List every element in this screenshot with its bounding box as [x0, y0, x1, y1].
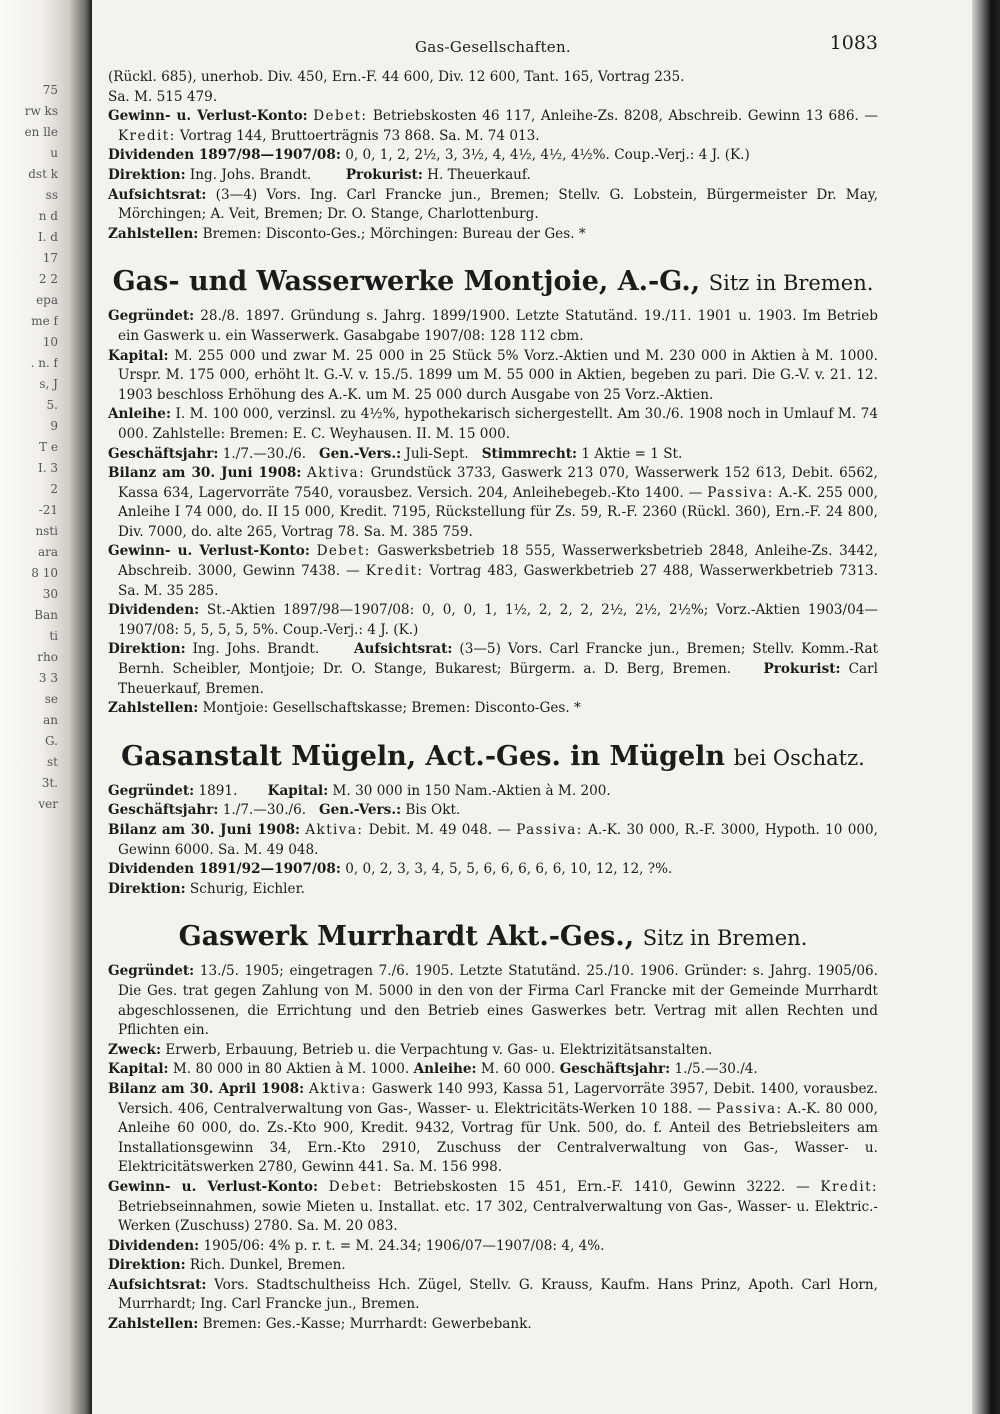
div-text: 0, 0, 2, 3, 3, 4, 5, 5, 6, 6, 6, 6, 6, 10, 12, 12, ?%. — [345, 861, 673, 878]
anleihe-label: Anleihe: — [413, 1061, 477, 1078]
bilanz — [108, 464, 878, 542]
entry-muegeln — [108, 741, 878, 900]
debet-word: Debet: — [313, 108, 368, 125]
aufs-text: Vors. Stadtschultheiss Hch. Zügel, Stellv. G. Krauss, Kaufm. Hans Prinz, Apoth. Carl Horn, Murrhardt; Ing. Carl Francke jun., Bremen. — [118, 1276, 878, 1313]
left-fragment: 10 — [42, 335, 58, 349]
kredit-word: Kredit: — [118, 127, 176, 144]
left-fragment: dst k — [28, 167, 58, 181]
anleihe — [108, 405, 878, 444]
left-fragment: u — [50, 146, 58, 160]
kapital-text: M. 255 000 und zwar M. 25 000 in 25 Stück 5% Vorz.-Aktien und M. 230 000 in Aktien à M. 1000. Urspr. M. 175 000, erhöht lt. G.-V. v. 15./5. 1899 um M. 55 000 in Aktien, begeben zu pari. Die G.-V. v. 21. 12. 1903 beschloss Erhöhung des A.-K. um M. 25 000 durch Ausgabe von 25 Vorz.-Aktien. — [118, 347, 878, 403]
div-label: Dividenden 1891/92—1907/08: — [108, 861, 341, 878]
prev-guv — [108, 107, 878, 146]
prok-text: Carl Theuerkauf, Bremen. — [118, 661, 878, 697]
left-fragment: 8 10 — [31, 566, 58, 580]
guv-label: Gewinn- u. Verlust-Konto: — [108, 108, 308, 125]
dir-label: Direktion: — [108, 880, 186, 897]
div-text: 0, 0, 1, 2, 2½, 3, 3½, 4, 4½, 4½, 4½%. Coup.-Verj.: 4 J. (K.) — [345, 147, 750, 164]
prev-zahlstellen — [108, 225, 878, 245]
left-fragment: I. 3 — [37, 461, 58, 475]
zweck — [108, 1041, 878, 1061]
div-label: Dividenden: — [108, 1237, 200, 1254]
left-fragment: -21 — [38, 503, 58, 517]
gegr-text: 13./5. 1905; eingetragen 7./6. 1905. Letzte Statutänd. 25./10. 1906. Gründer: s. Jahrg. 1905/06. Die Ges. trat gegen Zahlung von M. 5000 in den von der Firma Carl Francke mit der Gemeinde Murrhardt abgeschlossenen, die Errichtung und den Betrieb eines Gaswerkes betr. Vertrag mit allen Rechten und Pflichten ein. — [118, 963, 878, 1039]
geschaeftsjahr — [108, 801, 878, 821]
left-page-fragments — [0, 80, 58, 815]
book-binding-edge — [972, 0, 1000, 1414]
left-fragment: ss — [45, 188, 58, 202]
zahl-text: Bremen: Ges.-Kasse; Murrhardt: Gewerbebank. — [202, 1316, 532, 1333]
passiva-word: Passiva: — [707, 484, 774, 501]
zahl-label: Zahlstellen: — [108, 1316, 199, 1333]
genvers-label: Gen.-Vers.: — [319, 802, 402, 819]
guv-text: Gaswerksbetrieb 18 555, Wasserwerksbetrieb 2848, Anleihe-Zs. 3442, Abschreib. 3000, Gewinn 7438. — — [118, 543, 879, 580]
kapital-text: M. 30 000 in 150 Nam.-Aktien à M. 200. — [332, 782, 611, 799]
left-fragment: nsti — [35, 524, 58, 538]
div-label: Dividenden 1897/98—1907/08: — [108, 147, 341, 164]
bilanz-text: Gaswerk 140 993, Kassa 51, Lagervorräte 3957, Debit. 1400, vorausbez. Versich. 406, Centralverwaltung von Gas-, Wasser- u. Elektricitäts-Werken 10 188. — — [118, 1080, 878, 1117]
entry-previous-continuation — [108, 68, 878, 244]
stimm-text: 1 Aktie = 1 St. — [581, 445, 683, 462]
bilanz-label: Bilanz am 30. Juni 1908: — [108, 822, 301, 838]
kapital — [108, 347, 878, 406]
left-fragment: rho — [37, 650, 58, 664]
anleihe-label: Anleihe: — [108, 406, 171, 423]
bilanz-text: Grundstück 3733, Gaswerk 213 070, Wasserwerk 152 613, Debit. 6562, Kassa 634, Lagervorräte 7540, vorausbez. Versich. 204, Anleihebegeb.-Kto 1400. — — [118, 465, 879, 501]
direktion — [108, 1256, 878, 1276]
prev-direktion — [108, 166, 878, 186]
left-fragment: T e — [39, 440, 58, 454]
direktion — [108, 880, 878, 900]
gj-text: 1./7.—30./6. — [222, 445, 307, 462]
company-name: Gasanstalt Mügeln, Act.-Ges. in Mügeln — [121, 740, 726, 772]
zahl-text: Bremen: Disconto-Ges.; Mörchingen: Bureau der Ges. * — [202, 225, 586, 242]
gegruendet — [108, 962, 878, 1040]
prok-label: Prokurist: — [345, 166, 423, 183]
left-fragment: G. — [45, 734, 58, 748]
dir-text: Schurig, Eichler. — [189, 880, 305, 897]
direktion — [108, 640, 878, 699]
geschaeftsjahr — [108, 445, 878, 465]
div-label: Dividenden: — [108, 602, 200, 619]
kredit-word: Kredit: — [820, 1178, 879, 1195]
bilanz — [108, 821, 878, 860]
kredit-word: Kredit: — [365, 563, 424, 580]
gegr-label: Gegründet: — [108, 782, 195, 799]
prev-dividends — [108, 146, 878, 166]
left-fragment: 30 — [42, 587, 58, 601]
bilanz-label: Bilanz am 30. Juni 1908: — [108, 465, 302, 482]
document-page — [108, 34, 878, 1345]
left-fragment: 2 — [50, 482, 58, 496]
company-seat: Sitz in Bremen. — [708, 271, 874, 296]
dir-label: Direktion: — [108, 641, 186, 658]
company-seat: bei Oschatz. — [733, 745, 865, 770]
guv-text-2: Betriebseinnahmen, sowie Mieten u. Installat. etc. 17 302, Centralverwaltung von Gas-, Wasser- u. Elektric.-Werken (Zuschuss) 2780. Sa. M. 20 083. — [118, 1198, 878, 1235]
left-page-margin — [0, 0, 92, 1414]
dividenden — [108, 601, 878, 640]
left-fragment: an — [43, 713, 58, 727]
company-seat: Sitz in Bremen. — [642, 926, 808, 951]
left-fragment: ver — [38, 797, 58, 811]
bilanz-text-2: A.-K. 30 000, R.-F. 3000, Hypoth. 10 000, Gewinn 6000. Sa. M. 49 048. — [118, 822, 878, 858]
div-text: St.-Aktien 1897/98—1907/08: 0, 0, 0, 1, 1½, 2, 2, 2, 2½, 2½, 2½%; Vorz.-Aktien 1903/04—1907/08: 5, 5, 5, 5, 5%. Coup.-Verj.: 4 J. (K.) — [118, 602, 878, 638]
dividenden — [108, 1237, 878, 1257]
left-fragment: en lle — [24, 125, 58, 139]
left-fragment: Ban — [34, 608, 58, 622]
zahlstellen — [108, 1315, 878, 1335]
bilanz-text: Debit. M. 49 048. — — [368, 822, 511, 838]
debet-word: Debet: — [316, 543, 371, 560]
company-heading — [108, 266, 878, 299]
guv-text: Betriebskosten 46 117, Anleihe-Zs. 8208, Abschreib. Gewinn 13 686. — — [372, 108, 878, 125]
running-header — [108, 34, 878, 68]
left-fragment: me f — [31, 314, 58, 328]
left-fragment: se — [44, 692, 58, 706]
gegr-label: Gegründet: — [108, 308, 195, 325]
gj-label: Geschäftsjahr: — [559, 1061, 671, 1078]
zahl-label: Zahlstellen: — [108, 700, 199, 717]
gj-text: 1./5.—30./4. — [674, 1061, 758, 1078]
bilanz-text-2: A.-K. 255 000, Anleihe I 74 000, do. II 15 000, Kredit. 7195, Rückstellung für Zs. 59, R.-F. 2360 (Rückl. 360), Ern.-F. 24 800, Div. 7000, do. alte 265, Vortrag 78. Sa. M. 385 759. — [118, 484, 878, 540]
left-fragment: . n. f — [30, 356, 58, 370]
genvers-label: Gen.-Vers.: — [319, 445, 402, 462]
company-heading — [108, 921, 878, 954]
gewinn-verlust — [108, 1178, 878, 1237]
guv-label: Gewinn- u. Verlust-Konto: — [108, 543, 310, 560]
zweck-label: Zweck: — [108, 1041, 161, 1058]
dir-text: Rich. Dunkel, Bremen. — [189, 1257, 346, 1274]
left-fragment: I. d — [37, 230, 58, 244]
kapital-label: Kapital: — [108, 1061, 169, 1078]
zahl-text: Montjoie: Gesellschaftskasse; Bremen: Disconto-Ges. * — [202, 700, 581, 717]
gegr-text: 1891. — [198, 782, 238, 799]
prev-aufsichtsrat — [108, 186, 878, 225]
left-fragment: s, J — [39, 377, 58, 391]
left-fragment: 75 — [42, 83, 58, 97]
aufsichtsrat — [108, 1276, 878, 1315]
aufs-label: Aufsichtsrat: — [353, 641, 453, 658]
gj-text: 1./7.—30./6. — [222, 802, 307, 819]
prev-line-1: (Rückl. 685), unerhob. Div. 450, Ern.-F. 44 600, Div. 12 600, Tant. 165, Vortrag 235. — [108, 69, 685, 85]
gewinn-verlust — [108, 542, 878, 601]
left-fragment: 17 — [42, 251, 58, 265]
passiva-word: Passiva: — [715, 1100, 783, 1117]
stimm-label: Stimmrecht: — [481, 445, 578, 462]
bilanz-text-2: A.-K. 80 000, Anleihe 60 000, do. Zs.-Kto 900, Kredit. 9432, Vortrag für Unk. 500, do. f. Anteil des Betriebsleiters am Installationsgewinn 34, Ern.-Kto 2910, Zuschuss der Centralverwaltung von Gas-, Wasser- u. Elektricitätswerken 2780, Gewinn 441. Sa. M. 156 998. — [118, 1100, 878, 1176]
kapital-label: Kapital: — [108, 347, 169, 364]
gegr-text: 28./8. 1897. Gründung s. Jahrg. 1899/1900. Letzte Statutänd. 19./11. 1901 u. 1903. Im Betrieb ein Gaswerk u. ein Wasserwerk. Gasabgabe 1907/08: 128 112 cbm. — [118, 308, 878, 344]
company-name: Gaswerk Murrhardt Akt.-Ges., — [178, 921, 635, 953]
div-text: 1905/06: 4% p. r. t. = M. 24.34; 1906/07—1907/08: 4, 4%. — [203, 1237, 605, 1254]
guv-text: Betriebskosten 15 451, Ern.-F. 1410, Gewinn 3222. — — [393, 1178, 810, 1195]
aufs-text: (3—4) Vors. Ing. Carl Francke jun., Bremen; Stellv. G. Lobstein, Bürgermeister Dr. May, Mörchingen; A. Veit, Bremen; Dr. O. Stange, Charlottenburg. — [118, 186, 878, 223]
left-fragment: 3t. — [41, 776, 58, 790]
dividenden — [108, 860, 878, 880]
left-fragment: epa — [36, 293, 58, 307]
dir-text: Ing. Johs. Brandt. — [189, 166, 312, 183]
passiva-word: Passiva: — [516, 822, 583, 838]
kapital-label: Kapital: — [267, 782, 329, 799]
gj-label: Geschäftsjahr: — [108, 445, 219, 462]
prok-label: Prokurist: — [763, 661, 841, 678]
left-fragment: st — [47, 755, 58, 769]
aktiva-word: Aktiva: — [308, 1080, 367, 1097]
left-fragment: 9 — [50, 419, 58, 433]
dir-label: Direktion: — [108, 166, 186, 183]
company-name: Gas- und Wasserwerke Montjoie, A.-G., — [112, 266, 701, 298]
left-fragment: ti — [49, 629, 58, 643]
debet-word: Debet: — [328, 1178, 383, 1195]
left-fragment: 3 3 — [38, 671, 58, 685]
aktiva-word: Aktiva: — [305, 822, 364, 838]
header-title: Gas-Gesellschaften. — [414, 38, 571, 56]
zweck-text: Erwerb, Erbauung, Betrieb u. die Verpachtung v. Gas- u. Elektrizitätsanstalten. — [165, 1041, 713, 1058]
gj-label: Geschäftsjahr: — [108, 802, 219, 819]
kapital — [108, 1060, 878, 1080]
entry-montjoie — [108, 266, 878, 718]
guv-text-2: Vortrag 144, Bruttoerträgnis 73 868. Sa. M. 74 013. — [179, 127, 540, 144]
dir-text: Ing. Johs. Brandt. — [192, 641, 320, 658]
left-fragment: ara — [37, 545, 58, 559]
company-heading — [108, 741, 878, 774]
kapital-text: M. 80 000 in 80 Aktien à M. 1000. — [172, 1061, 410, 1078]
aktiva-word: Aktiva: — [307, 465, 366, 482]
prev-line-2: Sa. M. 515 479. — [108, 88, 218, 105]
left-fragment: 2 2 — [38, 272, 58, 286]
entry-murrhardt — [108, 921, 878, 1334]
left-fragment: 5. — [46, 398, 58, 412]
aufs-label: Aufsichtsrat: — [108, 1276, 207, 1293]
left-fragment: rw ks — [24, 104, 58, 118]
anleihe-text: M. 60 000. — [480, 1061, 556, 1078]
aufs-label: Aufsichtsrat: — [108, 186, 207, 203]
bilanz-label: Bilanz am 30. April 1908: — [108, 1080, 305, 1097]
gegruendet-kapital — [108, 782, 878, 802]
dir-label: Direktion: — [108, 1257, 186, 1274]
gegruendet — [108, 307, 878, 346]
guv-text-2: Vortrag 483, Gaswerkbetrieb 27 488, Wasserwerkbetrieb 7313. Sa. M. 35 285. — [118, 563, 878, 599]
bilanz — [108, 1080, 878, 1178]
zahl-label: Zahlstellen: — [108, 225, 199, 242]
genvers-text: Bis Okt. — [405, 802, 461, 819]
gegr-label: Gegründet: — [108, 963, 195, 980]
guv-label: Gewinn- u. Verlust-Konto: — [108, 1178, 319, 1195]
anleihe-text: I. M. 100 000, verzinsl. zu 4½%, hypothekarisch sichergestellt. Am 30./6. 1908 noch in Umlauf M. 74 000. Zahlstelle: Bremen: E. C. Weyhausen. II. M. 15 000. — [118, 406, 878, 442]
aufs-text: (3—5) Vors. Carl Francke jun., Bremen; Stellv. Komm.-Rat Bernh. Scheibler, Montjoie; Dr. O. Stange, Bukarest; Bürgerm. a. D. Berg, Bremen. — [118, 641, 879, 678]
genvers-text: Juli-Sept. — [405, 445, 469, 462]
prok-text: H. Theuerkauf. — [427, 166, 531, 183]
zahlstellen — [108, 699, 878, 719]
page-number: 1083 — [829, 32, 878, 54]
left-fragment: n d — [38, 209, 58, 223]
